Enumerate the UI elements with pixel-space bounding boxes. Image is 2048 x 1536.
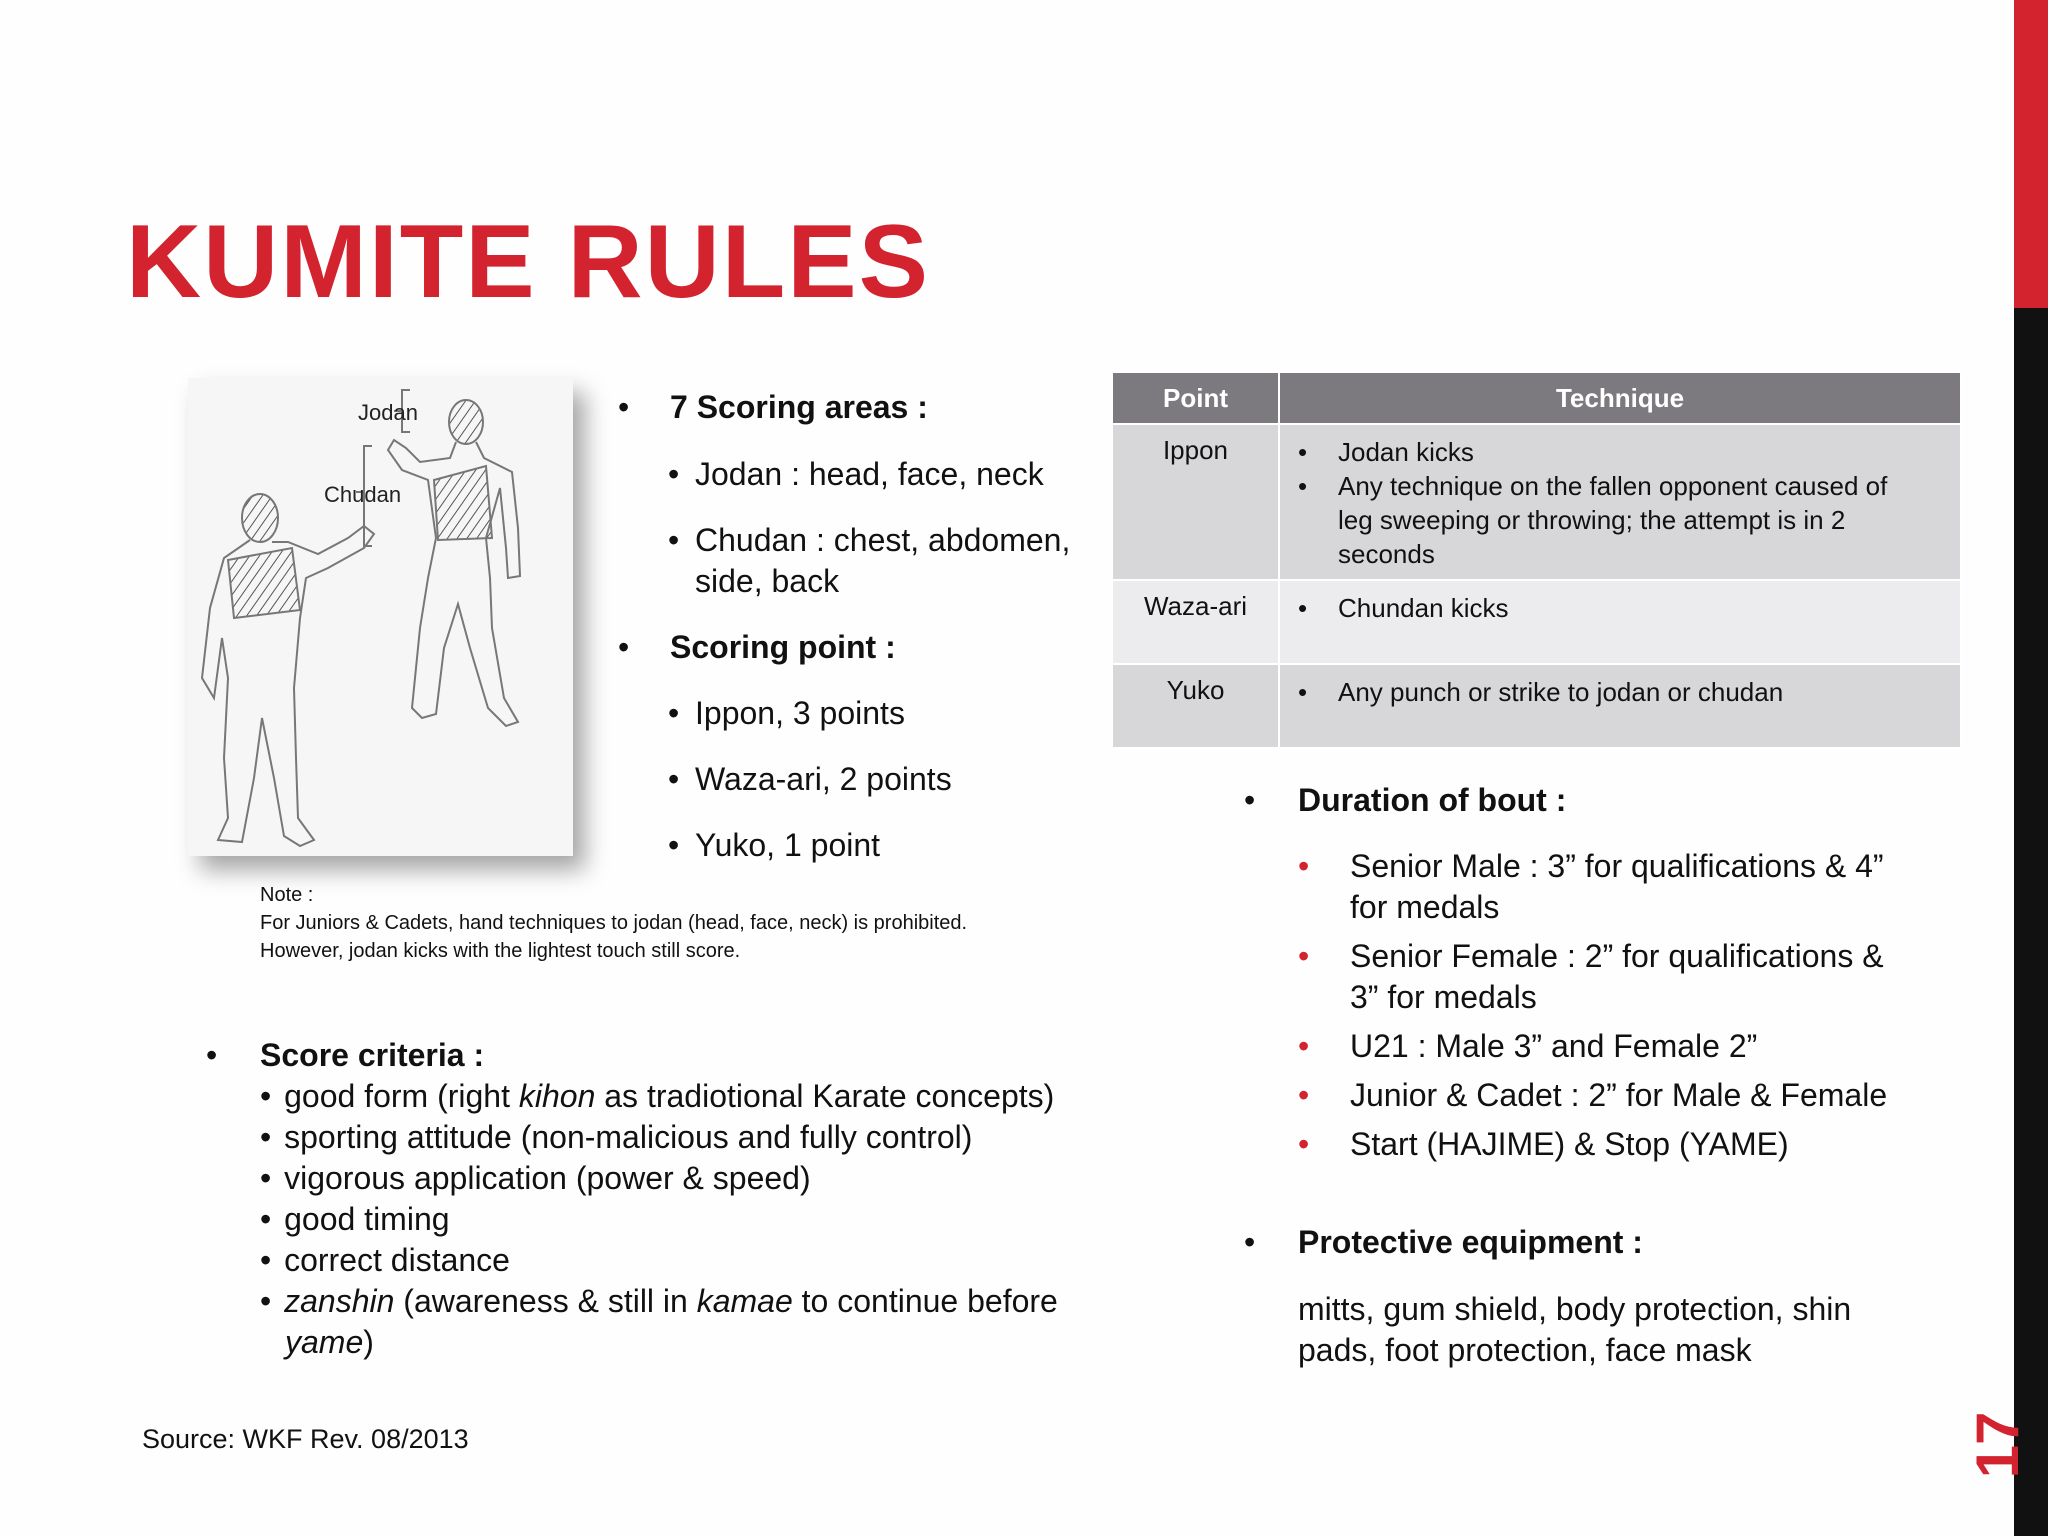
chudan-label: Chudan (324, 482, 402, 507)
jodan-label: Jodan (358, 400, 418, 425)
header-technique: Technique (1279, 373, 1961, 424)
table-row (1112, 580, 1961, 664)
point-cell: Waza-ari (1112, 580, 1279, 664)
fighters-illustration (188, 378, 573, 856)
duration-item: U21 : Male 3” and Female 2” (1350, 1028, 1758, 1064)
duration-bullet: • (1244, 782, 1256, 818)
duration-bullet-red: • (1298, 1126, 1310, 1162)
point-waza-ari: Waza-ari, 2 points (695, 761, 952, 797)
duration-item: Senior Female : 2” for qualifications & (1350, 938, 1884, 974)
duration-heading: Duration of bout : (1298, 782, 1567, 818)
point-technique-table (1111, 373, 1962, 749)
point-bullet: • (668, 761, 680, 797)
point-cell: Yuko (1112, 664, 1279, 748)
technique-cell (1279, 424, 1961, 580)
criteria-item: • good timing (260, 1201, 450, 1237)
duration-item-cont: 3” for medals (1350, 979, 1537, 1015)
duration-bullet-red: • (1298, 1028, 1310, 1064)
duration-bullet-red: • (1298, 848, 1310, 884)
accent-bar-black (2014, 308, 2048, 1536)
technique-item: • Jodan kicks (1298, 437, 1474, 467)
slide-number: 17 (1964, 1411, 2031, 1479)
criteria-item: • sporting attitude (non-malicious and fully control) (260, 1119, 973, 1155)
equipment-bullet: • (1244, 1224, 1256, 1260)
point-cell: Ippon (1112, 424, 1279, 580)
duration-item: Junior & Cadet : 2” for Male & Female (1350, 1077, 1888, 1113)
technique-item-cont: seconds (1338, 539, 1435, 569)
note-line: For Juniors & Cadets, hand techniques to jodan (head, face, neck) is prohibited. (260, 912, 968, 934)
criteria-bullet: • (206, 1037, 218, 1073)
duration-item: Senior Male : 3” for qualifications & 4” (1350, 848, 1884, 884)
source-credit: Source: WKF Rev. 08/2013 (142, 1424, 469, 1454)
technique-cell (1279, 664, 1961, 748)
duration-bullet-red: • (1298, 1077, 1310, 1113)
technique-item: • Any technique on the fallen opponent caused of (1298, 471, 1888, 501)
technique-item-cont: leg sweeping or throwing; the attempt is in 2 (1338, 505, 1846, 535)
technique-item: • Chundan kicks (1298, 593, 1509, 623)
duration-item: Start (HAJIME) & Stop (YAME) (1350, 1126, 1789, 1162)
area-chudan-line1: Chudan : chest, abdomen, (695, 522, 1071, 558)
equipment-line: mitts, gum shield, body protection, shin (1298, 1291, 1852, 1327)
area-chudan-line2: side, back (695, 563, 840, 599)
table-header-row (1112, 373, 1961, 424)
duration-item-cont: for medals (1350, 889, 1500, 925)
point-bullet: • (668, 695, 680, 731)
scoring-areas-bullet: • (618, 389, 630, 425)
area-jodan: Jodan : head, face, neck (695, 456, 1044, 492)
accent-bar-red (2014, 0, 2048, 308)
area-bullet: • (668, 522, 680, 558)
criteria-item: • zanshin (awareness & still in kamae to continue before (260, 1283, 1058, 1319)
criteria-heading: Score criteria : (260, 1037, 485, 1073)
criteria-item: • vigorous application (power & speed) (260, 1160, 811, 1196)
area-bullet: • (668, 456, 680, 492)
table-row (1112, 424, 1961, 580)
technique-item: • Any punch or strike to jodan or chudan (1298, 677, 1784, 707)
header-point: Point (1112, 373, 1279, 424)
equipment-line: pads, foot protection, face mask (1298, 1332, 1752, 1368)
point-bullet: • (668, 827, 680, 863)
slide-title: KUMITE RULES (126, 204, 930, 320)
note-label: Note : (260, 884, 314, 906)
criteria-item-cont: yame) (285, 1324, 374, 1360)
technique-cell (1279, 580, 1961, 664)
equipment-heading: Protective equipment : (1298, 1224, 1643, 1260)
scoring-point-heading: Scoring point : (670, 629, 896, 665)
point-yuko: Yuko, 1 point (695, 827, 881, 863)
scoring-areas-figure (188, 378, 573, 856)
scoring-areas-heading: 7 Scoring areas : (670, 389, 928, 425)
criteria-item: • correct distance (260, 1242, 510, 1278)
point-ippon: Ippon, 3 points (695, 695, 905, 731)
duration-bullet-red: • (1298, 938, 1310, 974)
criteria-item: • good form (right kihon as tradiotional Karate concepts) (260, 1078, 1055, 1114)
table-row (1112, 664, 1961, 748)
note-line: However, jodan kicks with the lightest touch still score. (260, 940, 741, 962)
scoring-point-bullet: • (618, 629, 630, 665)
